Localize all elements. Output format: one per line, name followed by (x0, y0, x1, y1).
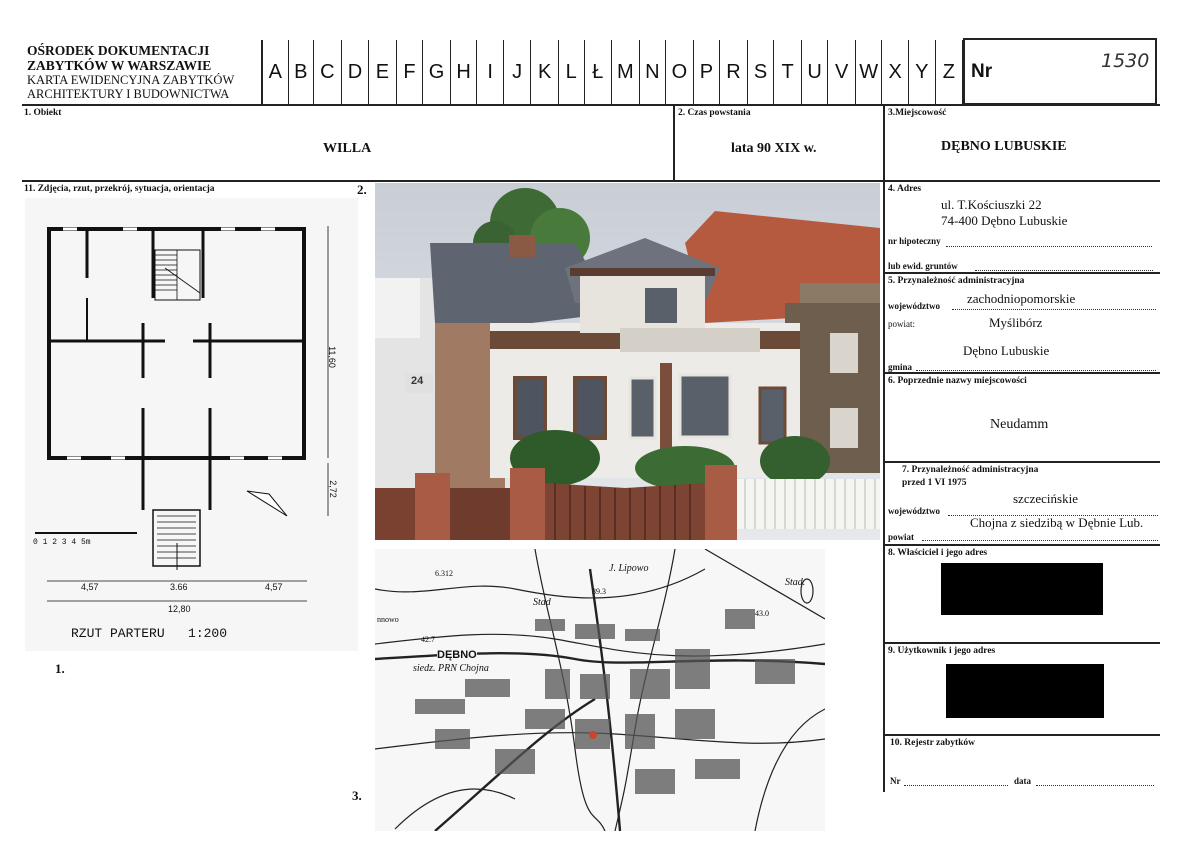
dim-total: 12,80 (168, 604, 191, 614)
wojewodztwo-old-label: województwo (888, 506, 940, 516)
index-letter: I (477, 40, 504, 104)
map-label-h3: 42.7 (421, 635, 435, 644)
index-letter: Y (909, 40, 936, 104)
uzytkownik-label: 9. Użytkownik i jego adres (888, 646, 996, 656)
wojewodztwo-value: zachodniopomorskie (967, 291, 1076, 306)
divider (883, 104, 885, 792)
index-letters (263, 40, 963, 104)
poprzednie-value: Neudamm (990, 417, 1049, 432)
wojewodztwo-old-value: szczecińskie (1013, 491, 1078, 506)
index-letter: U (802, 40, 829, 104)
row-line (883, 272, 1160, 274)
index-letter: P (694, 40, 721, 104)
obiekt-value: WILLA (323, 141, 372, 156)
index-letter: E (369, 40, 397, 104)
floor-plan-drawing (25, 198, 358, 651)
nr-box (963, 38, 1157, 105)
map-label-stad2: Stad (533, 597, 551, 608)
ewid-line (975, 270, 1153, 271)
map-label-h1: 39.3 (592, 587, 606, 596)
index-letter: N (640, 40, 667, 104)
map-label-lipowo: J. Lipowo (609, 563, 649, 574)
index-letter: F (397, 40, 424, 104)
index-letter: J (504, 40, 532, 104)
wlasciciel-label: 8. Właściciel i jego adres (888, 548, 988, 558)
adres-label: 4. Adres (888, 184, 922, 194)
powiat-old-label: powiat (888, 532, 915, 542)
dim-mid: 3.66 (170, 582, 188, 592)
floor-plan (25, 198, 358, 651)
row-line (883, 642, 1160, 644)
index-letter: Ł (585, 40, 613, 104)
index-letter: S (748, 40, 775, 104)
index-letter: V (828, 40, 856, 104)
gmina-line (916, 370, 1156, 371)
index-letter: O (666, 40, 694, 104)
rejestr-nr-line (904, 785, 1008, 786)
dim-porch: 2,72 (327, 480, 338, 498)
org-name-line2: ZABYTKÓW W WARSZAWIE (27, 58, 212, 73)
gmina-value: Dębno Lubuskie (963, 343, 1050, 358)
index-letter: R (720, 40, 748, 104)
org-name-line1: OŚRODEK DOKUMENTACJI (27, 43, 210, 58)
adres-line2: 74-400 Dębno Lubuskie (941, 213, 1068, 228)
przynaleznosc-label: 5. Przynależność administracyjna (888, 276, 1025, 286)
poprzednie-label: 6. Poprzednie nazwy miejscowości (888, 376, 1027, 386)
villa-photo (375, 183, 880, 540)
row-line (883, 734, 1160, 736)
dim-right: 4,57 (265, 582, 283, 592)
index-letter: H (451, 40, 478, 104)
redaction-user (946, 664, 1104, 718)
dim-left: 4,57 (81, 582, 99, 592)
nr-value: 1530 (1101, 50, 1150, 72)
wojewodztwo-label: województwo (888, 301, 940, 311)
czas-label: 2. Czas powstania (678, 108, 751, 118)
rejestr-data-label: data (1014, 776, 1032, 786)
index-letter: W (856, 40, 883, 104)
index-letter: K (531, 40, 559, 104)
plan-caption: RZUT PARTERU 1:200 (71, 626, 228, 641)
rejestr-label: 10. Rejestr zabytków (890, 738, 976, 748)
row-line (22, 104, 1160, 106)
row-line (22, 180, 1160, 182)
house-number: 24 (411, 375, 424, 387)
map-label-nowo: nnowo (377, 615, 399, 624)
figure-number-2: 2. (357, 182, 367, 197)
figure-number-1: 1. (55, 661, 65, 676)
index-letter: B (289, 40, 315, 104)
przynaleznosc-old-sub: przed 1 VI 1975 (902, 478, 967, 488)
org-header (27, 43, 259, 101)
przynaleznosc-old-label: 7. Przynależność administracyjna (902, 465, 1039, 475)
powiat-old-value: Chojna z siedzibą w Dębnie Lub. (970, 515, 1144, 530)
svg-text:0 1 2 3 4 5m: 0 1 2 3 4 5m (33, 538, 91, 547)
row-line (883, 372, 1160, 374)
ewid-label: lub ewid. gruntów (888, 261, 958, 271)
index-letter: T (774, 40, 802, 104)
adres-line1: ul. T.Kościuszki 22 (941, 197, 1042, 212)
location-map (375, 549, 825, 831)
row-line (883, 461, 1160, 463)
map-label-siedz: siedz. PRN Chojna (413, 663, 489, 674)
map-label-debno: DĘBNO (437, 649, 477, 661)
index-letter: M (612, 40, 640, 104)
rejestr-data-line (1036, 785, 1154, 786)
map-label-h2: 43.0 (755, 609, 769, 618)
card-title-line1: KARTA EWIDENCYJNA ZABYTKÓW (27, 73, 235, 87)
row-line (883, 544, 1160, 546)
hipoteczny-line (946, 246, 1152, 247)
figure-number-3: 3. (352, 788, 362, 803)
index-letter: L (559, 40, 585, 104)
card-title-line2: ARCHITEKTURY I BUDOWNICTWA (27, 87, 230, 101)
powiat-old-line (922, 540, 1158, 541)
miejscowosc-label: 3.Miejscowość (888, 108, 947, 118)
rejestr-nr-label: Nr (890, 776, 901, 786)
map-label-h4: 6.312 (435, 569, 453, 578)
dim-height: 11,60 (326, 346, 337, 368)
divider (673, 104, 675, 181)
villa-photo-image (375, 183, 880, 540)
zdjecia-label: 11. Zdjęcia, rzut, przekrój, sytuacja, orientacja (24, 184, 215, 194)
gmina-label: gmina (888, 362, 913, 372)
index-letter: D (342, 40, 370, 104)
map-label-stad1: Stad. (785, 577, 806, 588)
hipoteczny-label: nr hipoteczny (888, 236, 941, 246)
czas-value: lata 90 XIX w. (731, 141, 817, 156)
index-letter: C (314, 40, 342, 104)
index-letter: G (423, 40, 451, 104)
nr-label: Nr (971, 61, 993, 82)
powiat-label: powiat: (888, 319, 915, 329)
redaction-owner (941, 563, 1103, 615)
index-letter: A (263, 40, 289, 104)
index-letter: X (882, 40, 909, 104)
obiekt-label: 1. Obiekt (24, 108, 62, 118)
powiat-value: Myślibórz (989, 315, 1043, 330)
wojewodztwo-line (952, 309, 1156, 310)
miejscowosc-value: DĘBNO LUBUSKIE (941, 139, 1067, 154)
index-letter: Z (936, 40, 964, 104)
